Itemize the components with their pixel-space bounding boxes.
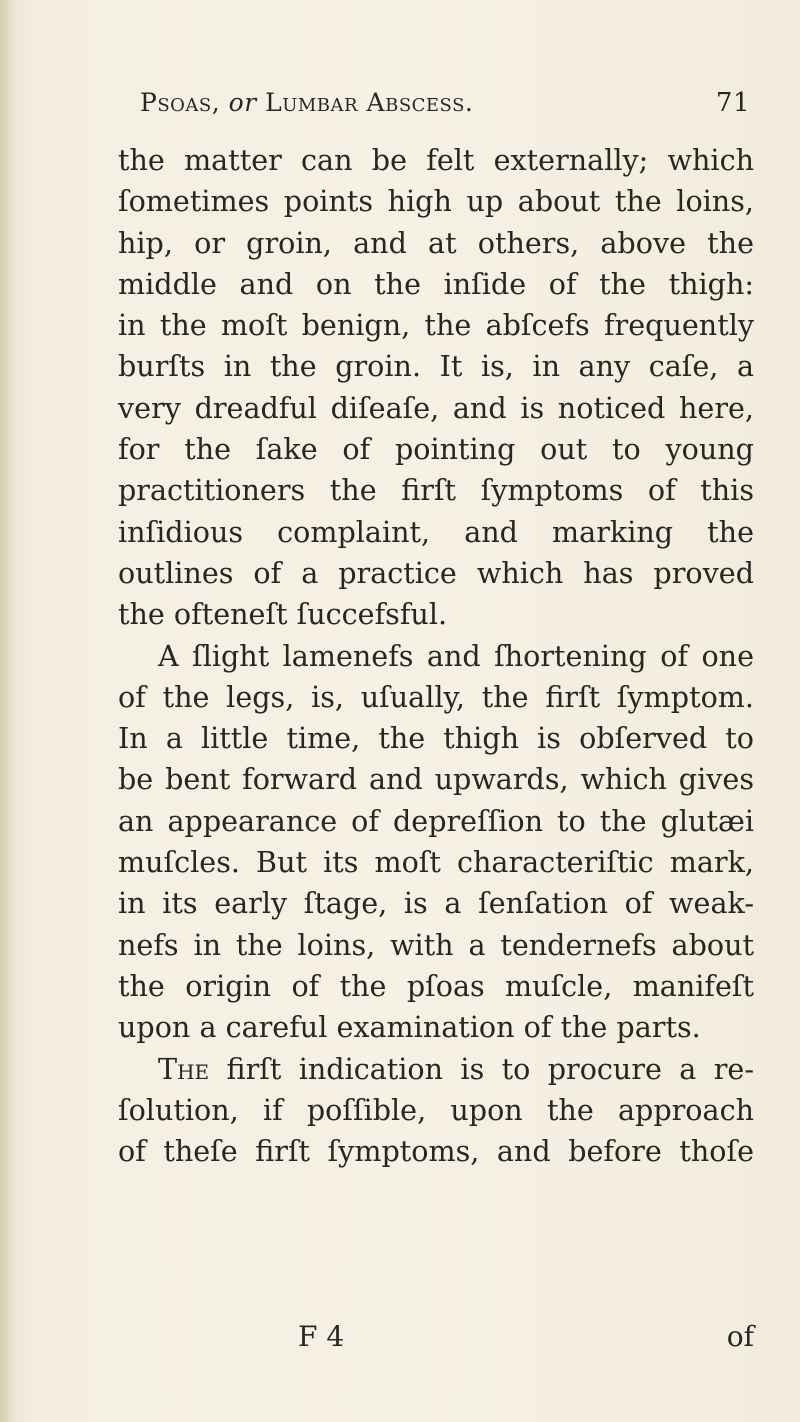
running-head-title-part3: Lumbar Abscess. xyxy=(256,88,474,117)
text-line: ſometimes points high up about the loins, xyxy=(118,184,754,219)
signature-mark: F 4 xyxy=(298,1320,345,1353)
text-line: upon a careful examination of the parts. xyxy=(118,1010,701,1045)
text-line: burſts in the groin. It is, in any caſe, a xyxy=(118,349,754,384)
text-line: of the legs, is, uſually, the firſt ſymptom. xyxy=(118,679,754,714)
text-line: inſidious complaint, and marking the xyxy=(118,514,754,549)
text-line: outlines of a practice which has proved xyxy=(118,555,754,590)
catchword: of xyxy=(726,1320,754,1353)
page-number: 71 xyxy=(715,88,750,118)
text-line: an appearance of depreſſion to the glutæi xyxy=(118,803,754,838)
text-line: the matter can be felt externally; which xyxy=(118,143,754,177)
text-line: nefs in the loins, with a tendernefs about xyxy=(118,927,754,962)
running-head-title-part1: Psoas, xyxy=(140,88,229,117)
text-line: A ſlight lamenefs and ſhortening of one xyxy=(158,638,754,673)
running-head-title xyxy=(140,88,473,117)
text-line: the ofteneſt ſuccefsful. xyxy=(118,597,448,632)
text-line: muſcles. But its moſt characteriſtic mark, xyxy=(118,845,754,880)
paragraph-lead-word: The xyxy=(158,1051,210,1086)
text-line: middle and on the inſide of the thigh: xyxy=(118,266,754,301)
running-head-title-part2: or xyxy=(228,88,257,117)
text-line: in its early ſtage, is a ſenſation of weak- xyxy=(118,886,754,921)
text-line: In a little time, the thigh is obſerved to xyxy=(118,721,754,756)
text-line: ſolution, if poſſible, upon the approach xyxy=(118,1092,754,1127)
page-gutter-shadow xyxy=(0,0,14,1422)
page-footer xyxy=(118,1320,754,1360)
text-line: in the moſt benign, the abſcefs frequently xyxy=(118,308,754,343)
text-line: for the ſake of pointing out to young xyxy=(118,432,754,467)
text-line xyxy=(118,1049,754,1090)
text-line: of theſe firſt ſymptoms, and before thoſe xyxy=(118,1134,754,1169)
text-line: hip, or groin, and at others, above the xyxy=(118,225,754,260)
text-line: practitioners the firſt ſymptoms of this xyxy=(118,473,754,508)
text-line: the origin of the pſoas muſcle, manifeſt xyxy=(118,968,754,1003)
body-text xyxy=(118,140,754,1172)
text-line: very dreadful diſeaſe, and is noticed here, xyxy=(118,390,754,425)
text-line: be bent forward and upwards, which gives xyxy=(118,762,754,797)
paragraph-lead-rest: firſt indication is to procure a re- xyxy=(209,1051,754,1086)
